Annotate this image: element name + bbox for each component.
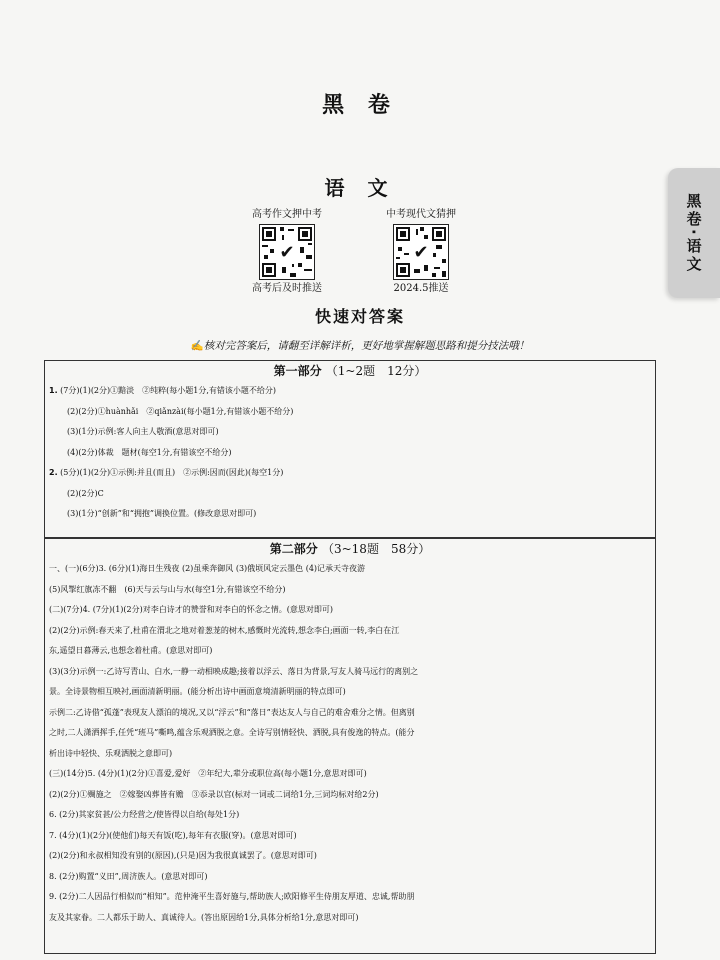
subject-title: 语 文: [324, 176, 396, 200]
answer-line: [45, 422, 655, 443]
answer-line: [45, 504, 655, 525]
answer-line: (三)(14分)5. (4分)(1)(2分)①喜爱,爱好 ②年纪大,辈分或职位高(每小题1分,意思对即可): [49, 769, 367, 778]
qr-code-icon[interactable]: [393, 224, 449, 280]
qr-right-bottom-label: 2024.5推送: [393, 283, 449, 294]
answer-line: [45, 402, 655, 423]
check-mark-icon: ✔: [275, 240, 299, 264]
answer-line: (二)(7分)4. (7分)(1)(2分)对李白诗才的赞誉和对李白的怀念之情。(意思对即可): [49, 605, 333, 614]
part-two-box: [44, 538, 656, 954]
answer-text: (4)(2分)体裁 题材(每空1分,有错该空不给分): [67, 447, 232, 457]
answer-line: (2)(2分)示例:春天来了,杜甫在渭北之地对着葱茏的树木,感慨时光流转,想念李白;画面一转,李白在江: [49, 625, 400, 635]
part-one-title: 第一部分: [273, 364, 322, 378]
part-one-range: （1~2题 12分）: [325, 364, 427, 378]
answer-line: (3)(3分)示例一:乙诗写青山、白水,一静一动相映成趣;接着以浮云、落日为背景,写友人骑马远行的离别之: [49, 666, 419, 676]
answer-line: 之时,二人潇洒挥手,任凭“班马”嘶鸣,蕴含乐观洒脱之意。全诗写别情轻快、洒脱,具有俊逸的特点。(能分: [49, 728, 415, 737]
part-one-answers: [45, 381, 655, 525]
answer-line: 析出诗中轻快、乐观洒脱之意即可): [49, 748, 173, 758]
question-number: 2.: [49, 468, 58, 477]
answer-line: [45, 484, 655, 505]
answer-line: 7. (4分)(1)(2分)(使他们)每天有饭(吃),每年有衣服(穿)。(意思对即可): [49, 830, 297, 840]
question-number: 1.: [49, 386, 58, 395]
part-one-box: [44, 360, 656, 538]
qr-left-bottom-label: 高考后及时推送: [252, 283, 322, 294]
notice-text: 核对完答案后，请翻至详解详析，更好地掌握解题思路和提分技法哦！: [203, 340, 530, 352]
part-two-heading: [45, 539, 655, 559]
answer-text: (5分)(1)(2分)①示例:并且(而且) ②示例:因而(因此)(每空1分): [57, 468, 284, 477]
qr-block-left: [232, 208, 342, 296]
answer-line: 友及其家眷。二人都乐于助人、真诚待人。(答出原因给1分,具体分析给1分,意思对即可): [49, 912, 359, 922]
qr-left-top-label: 高考作文押中考: [252, 209, 322, 220]
qr-block-right: [366, 208, 476, 296]
quick-answer-title: 快速对答案: [314, 307, 405, 326]
answer-line: 8. (2分)购置“义田”,周济族人。(意思对即可): [49, 871, 208, 881]
answer-line: 示例二:乙诗借“孤蓬”表现友人漂泊的境况,又以“浮云”和“落日”表达友人与自己的难舍难分之情。但离别: [49, 707, 415, 717]
answer-line: (2)(2分)①赒施之 ②嫁娶凶葬皆有赡 ③忝录以官(标对一词或二词给1分,三词均标对给2分): [49, 789, 379, 799]
answer-line: (2)(2分)和永叔相知没有别的(原因),(只是)因为我很真诚罢了。(意思对即可): [49, 851, 317, 860]
answer-text: (2)(2分)①huànhǎi ②qiǎnzài(每小题1分,有错该小题不给分): [67, 406, 294, 416]
notice: [0, 338, 720, 353]
check-mark-icon: ✔: [409, 240, 433, 264]
answer-line: [45, 463, 655, 484]
page-title: 黑 卷: [322, 93, 398, 118]
answer-line: 东,遥望日暮薄云,也想念着杜甫。(意思对即可): [49, 646, 213, 655]
answer-line: (5)风掣红旗冻不翻 (6)天与云与山与水(每空1分,有错该空不给分): [49, 584, 286, 594]
part-one-heading: [45, 361, 655, 381]
answer-text: (7分)(1)(2分)①黯淡 ②纯粹(每小题1分,有错该小题不给分): [57, 386, 277, 395]
answer-line: [45, 381, 655, 402]
part-two-title: 第二部分: [269, 542, 318, 556]
answer-line: [45, 443, 655, 464]
answer-text: (3)(1分)示例:客人向主人敬酒(意思对即可): [67, 427, 219, 436]
answer-line: 6. (2分)其家贫甚/公力经营之/使皆得以自给(每处1分): [49, 810, 240, 819]
answer-line: 一、(一)(6分)3. (6分)(1)海日生残夜 (2)虽乘奔御风 (3)俄顷风定云墨色 (4)记承天寺夜游: [49, 564, 366, 573]
part-two-range: （3~18题 58分）: [321, 542, 431, 556]
answer-text: (3)(1分)“创新”和“拥抱”调换位置。(修改意思对即可): [67, 509, 257, 518]
answer-text: (2)(2分)C: [67, 488, 104, 498]
qr-code-icon[interactable]: [259, 224, 315, 280]
answer-line: 9. (2分)二人因品行相似而“相知”。范仲淹平生喜好施与,帮助族人;欧阳修平生侍朋友厚道、忠诚,帮助朋: [49, 892, 415, 901]
pen-icon: ✍: [190, 340, 204, 352]
answer-line: 景。全诗景物相互映衬,画面清新明丽。(能分析出诗中画面意境清新明丽的特点即可): [49, 687, 346, 696]
part-two-answers: [45, 559, 655, 928]
qr-right-top-label: 中考现代文猜押: [386, 209, 456, 220]
side-tab-label: 黑卷·语文: [684, 192, 703, 274]
